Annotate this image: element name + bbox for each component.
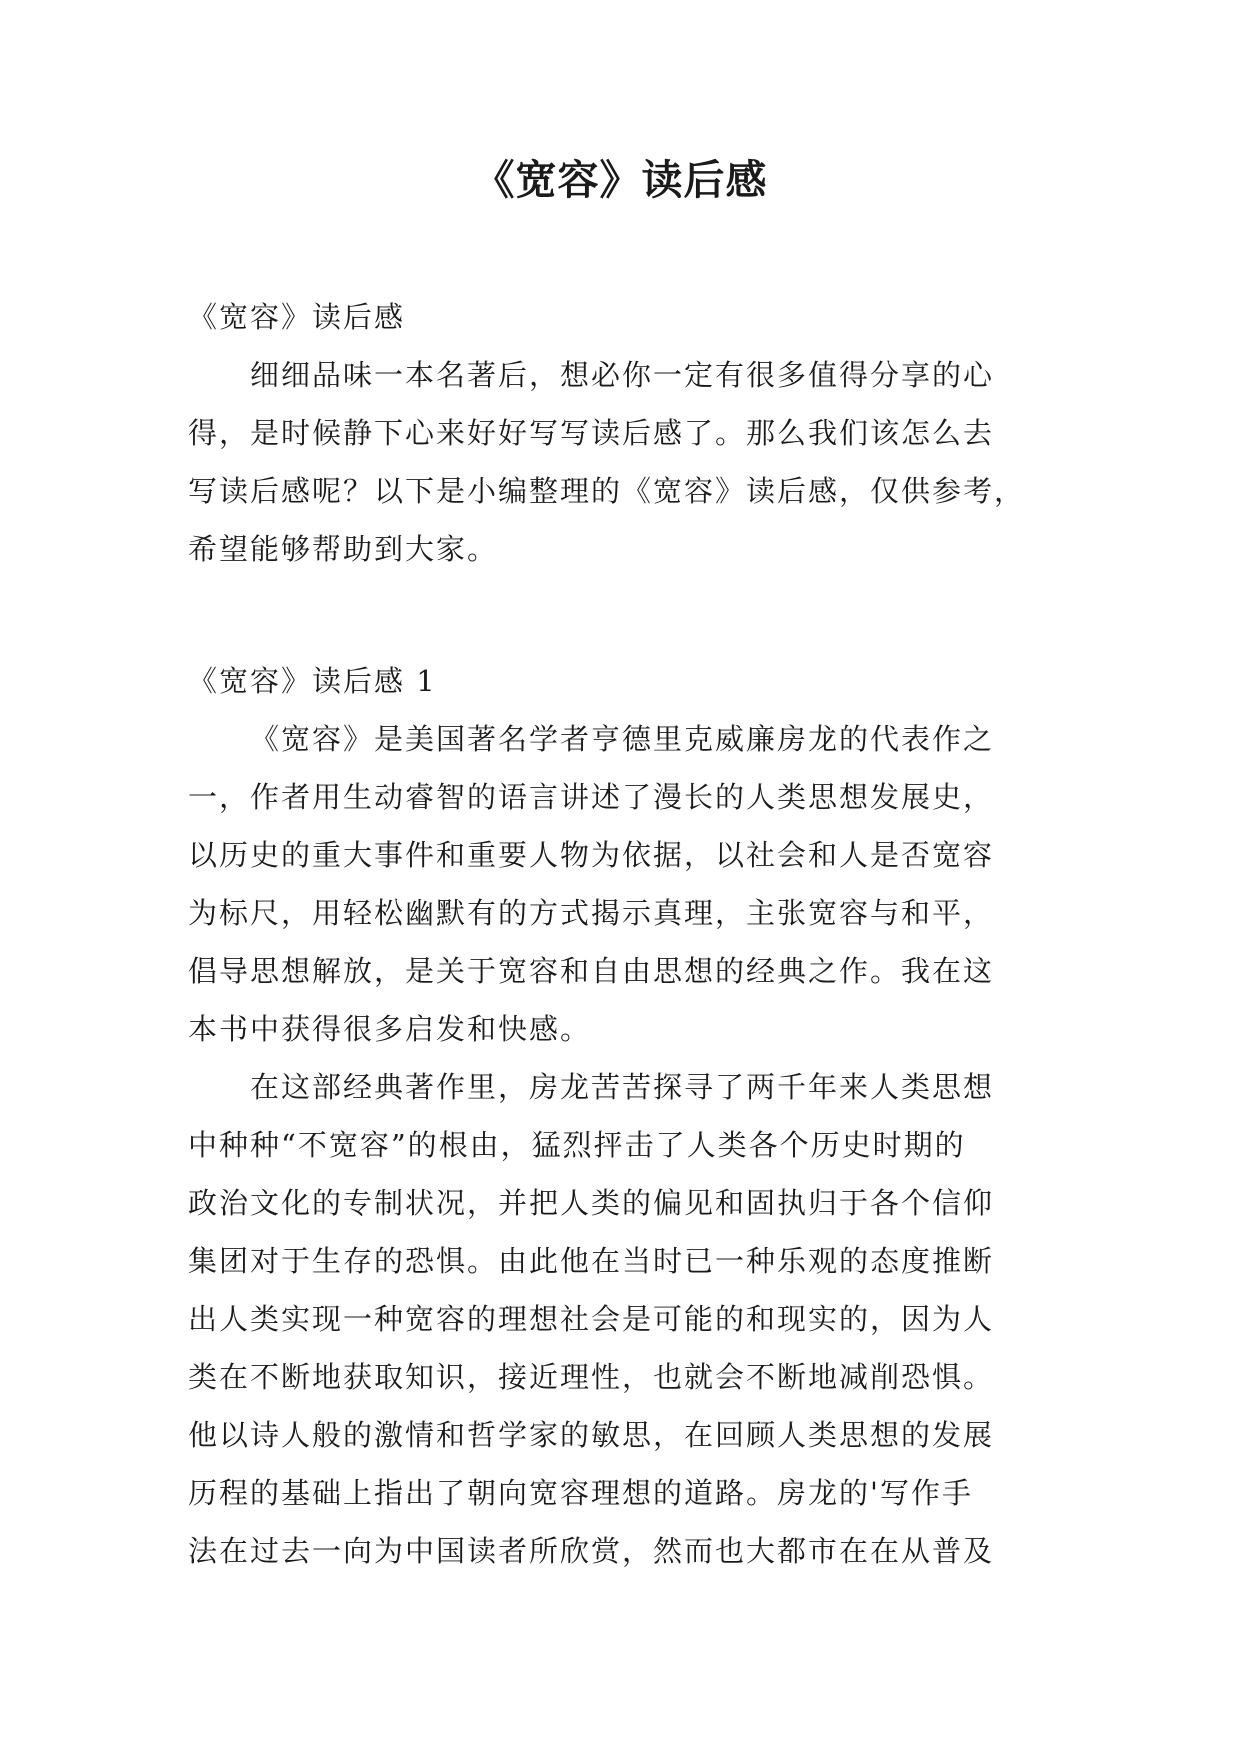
paragraph-line: 细细品味一本名著后，想必你一定有很多值得分享的心 — [250, 358, 995, 392]
paragraph-line: 《宽容》是美国著名学者亨德里克威廉房龙的代表作之 — [250, 722, 995, 756]
paragraph-line: 中种种“不宽容”的根由，猛烈抨击了人类各个历史时期的 — [188, 1128, 966, 1162]
paragraph-line: 类在不断地获取知识，接近理性，也就会不断地减削恐惧。 — [188, 1360, 995, 1394]
section1-paragraph-2 — [188, 1058, 1058, 1580]
paragraph-line: 他以诗人般的激情和哲学家的敏思，在回顾人类思想的发展 — [188, 1418, 995, 1452]
intro-paragraph — [188, 346, 1058, 578]
spacer — [188, 636, 1058, 652]
document-body — [188, 288, 1058, 1580]
paragraph-line: 本书中获得很多启发和快感。 — [188, 1012, 592, 1046]
document-title: 《宽容》读后感 — [473, 156, 768, 204]
paragraph-line: 出人类实现一种宽容的理想社会是可能的和现实的，因为人 — [188, 1302, 995, 1336]
paragraph-line: 为标尺，用轻松幽默有的方式揭示真理，主张宽容与和平， — [188, 896, 995, 930]
paragraph-line: 一，作者用生动睿智的语言讲述了漫长的人类思想发展史， — [188, 780, 995, 814]
blank-line — [188, 578, 1058, 636]
paragraph-line: 政治文化的专制状况，并把人类的偏见和固执归于各个信仰 — [188, 1186, 995, 1220]
paragraph-line: 以历史的重大事件和重要人物为依据，以社会和人是否宽容 — [188, 838, 995, 872]
paragraph-line: 写读后感呢？以下是小编整理的《宽容》读后感，仅供参考， — [188, 474, 1026, 508]
section-heading: 《宽容》读后感 1 — [188, 664, 437, 698]
paragraph-line: 法在过去一向为中国读者所欣赏，然而也大都市在在从普及 — [188, 1534, 995, 1568]
paragraph-line: 集团对于生存的恐惧。由此他在当时已一种乐观的态度推断 — [188, 1244, 995, 1278]
paragraph-line: 在这部经典著作里，房龙苦苦探寻了两千年来人类思想 — [250, 1070, 995, 1104]
paragraph-line: 倡导思想解放，是关于宽容和自由思想的经典之作。我在这 — [188, 954, 995, 988]
subheading: 《宽容》读后感 — [188, 300, 406, 334]
paragraph-line: 希望能够帮助到大家。 — [188, 532, 499, 566]
paragraph-line: 得，是时候静下心来好好写写读后感了。那么我们该怎么去 — [188, 416, 995, 450]
section1-paragraph-1 — [188, 710, 1058, 1058]
paragraph-line: 历程的基础上指出了朝向宽容理想的道路。房龙的'写作手 — [188, 1476, 973, 1510]
